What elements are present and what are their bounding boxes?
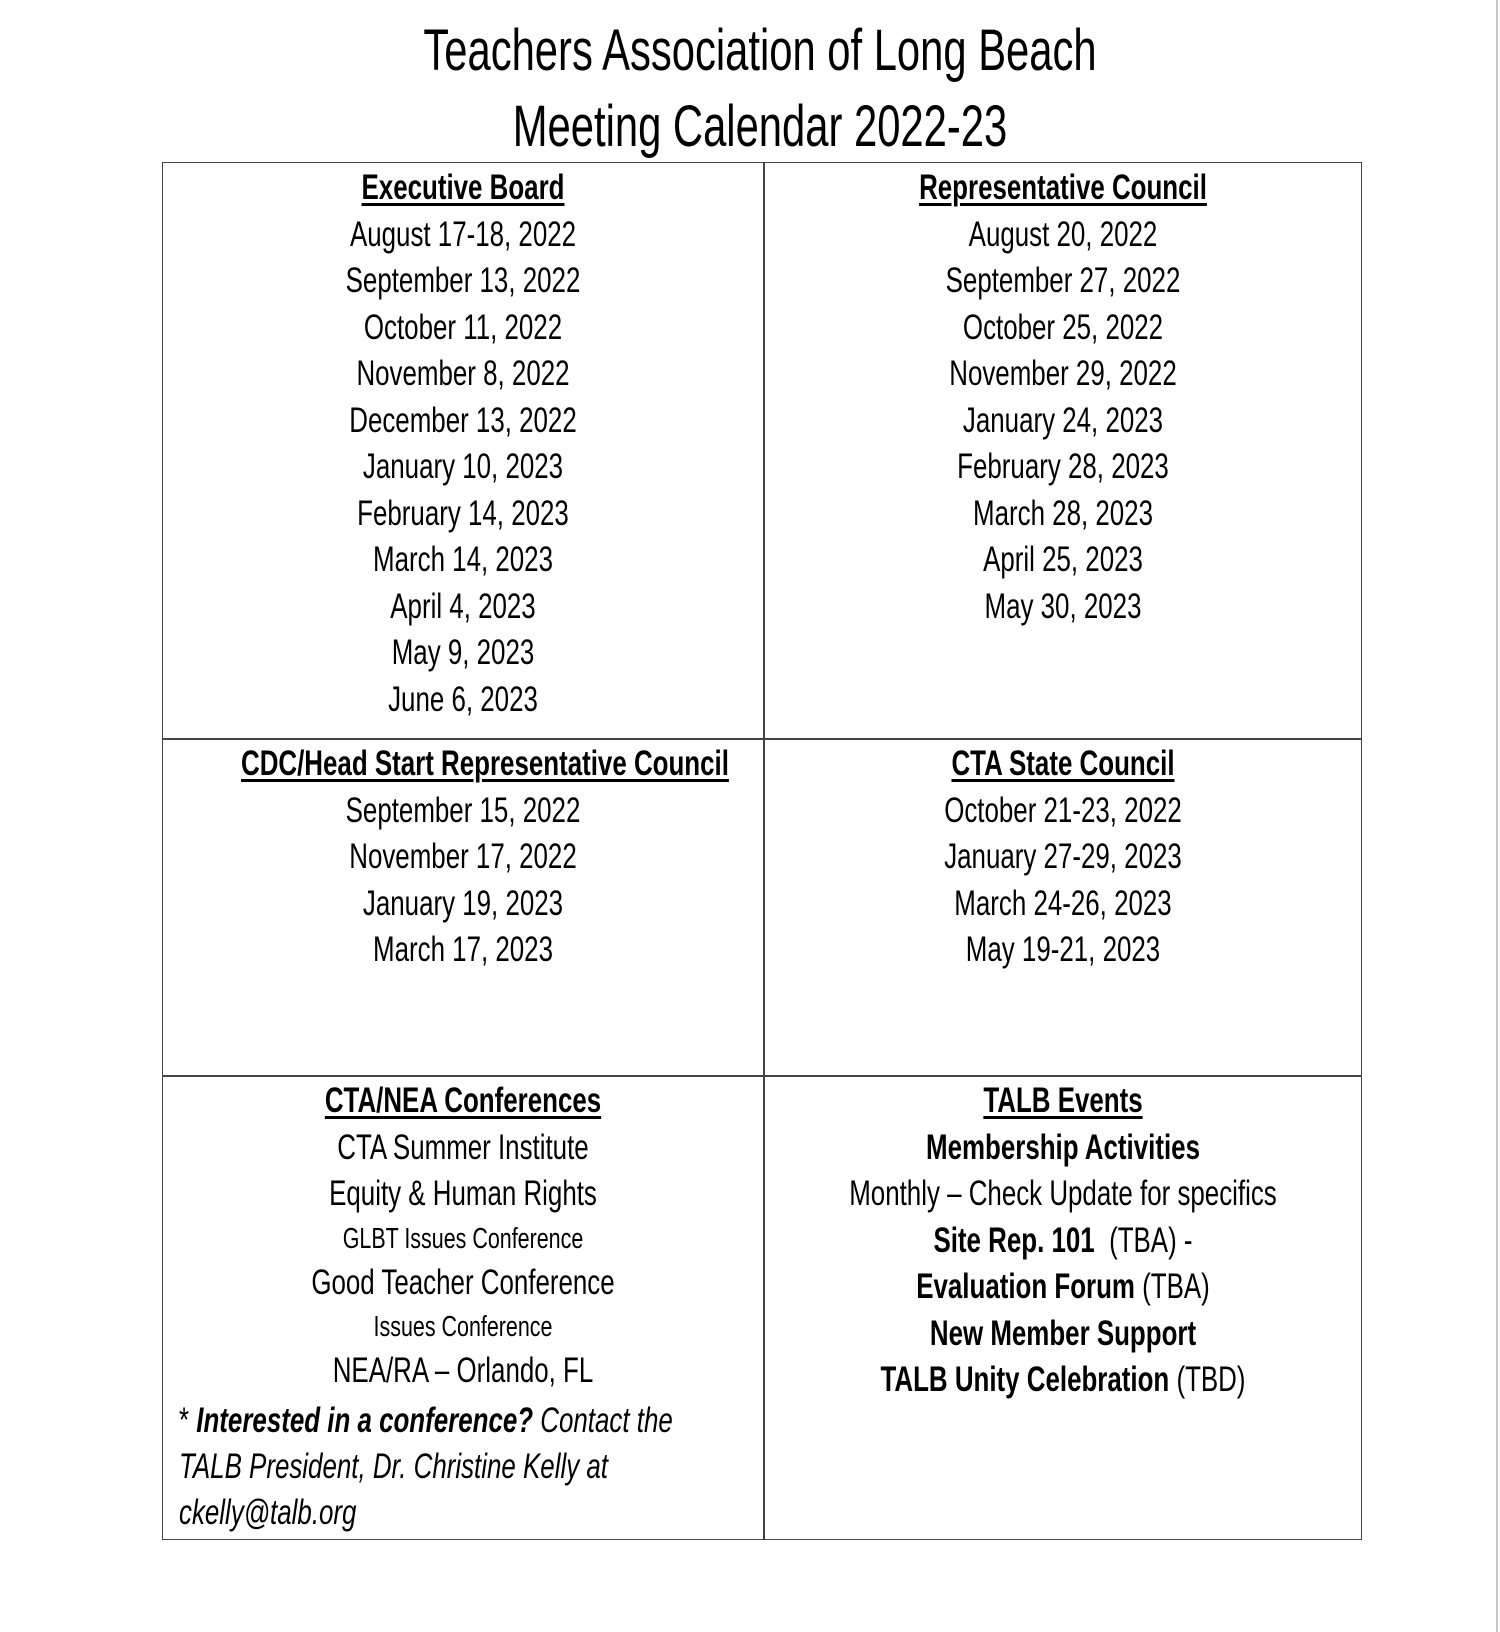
date-item: May 9, 2023 xyxy=(391,633,535,672)
date-item: November 29, 2022 xyxy=(949,354,1177,393)
cdc-head-start-section xyxy=(163,739,763,1075)
date-item: February 28, 2023 xyxy=(957,447,1169,486)
date-item: September 13, 2022 xyxy=(345,261,581,300)
site-rep-event xyxy=(841,1218,1285,1265)
conference-item: NEA/RA – Orlando, FL xyxy=(332,1351,594,1390)
representative-council-section xyxy=(763,163,1363,738)
calendar-grid xyxy=(162,162,1362,1540)
date-item: August 17-18, 2022 xyxy=(349,214,577,254)
page-title: Teachers Association of Long Beach xyxy=(423,18,1097,83)
section-heading: Executive Board xyxy=(361,168,565,207)
note-asterisk: * xyxy=(179,1401,190,1440)
date-item: June 6, 2023 xyxy=(388,679,538,719)
section-heading: TALB Events xyxy=(983,1081,1143,1120)
date-item: October 25, 2022 xyxy=(962,307,1164,347)
date-item: December 13, 2022 xyxy=(349,400,577,440)
event-status: (TBD) xyxy=(1176,1360,1246,1399)
conference-item: GLBT Issues Conference xyxy=(342,1222,584,1255)
date-item: January 24, 2023 xyxy=(962,400,1164,440)
conference-item: Equity & Human Rights xyxy=(329,1174,597,1213)
evaluation-forum-event xyxy=(841,1264,1285,1311)
date-item: August 20, 2022 xyxy=(968,214,1158,254)
new-member-support-event: New Member Support xyxy=(929,1313,1197,1353)
conference-item: CTA Summer Institute xyxy=(337,1127,589,1167)
page-subtitle: Meeting Calendar 2022-23 xyxy=(512,94,1008,159)
event-status: (TBA) xyxy=(1142,1267,1210,1306)
date-item: January 27-29, 2023 xyxy=(944,837,1182,876)
section-heading: CTA/NEA Conferences xyxy=(324,1081,602,1120)
date-item: May 19-21, 2023 xyxy=(965,930,1161,969)
date-item: April 4, 2023 xyxy=(390,586,536,626)
date-item: September 15, 2022 xyxy=(345,790,581,830)
event-name: Site Rep. 101 xyxy=(933,1220,1095,1260)
cta-state-council-section xyxy=(763,739,1363,1075)
executive-board-section xyxy=(163,163,763,738)
unity-celebration-event xyxy=(841,1357,1285,1404)
date-item: October 21-23, 2022 xyxy=(944,790,1182,830)
date-item: March 14, 2023 xyxy=(373,540,553,579)
date-item: March 28, 2023 xyxy=(973,493,1153,533)
monthly-note: Monthly – Check Update for specifics xyxy=(849,1174,1277,1213)
conference-item: Issues Conference xyxy=(373,1311,553,1343)
date-item: March 17, 2023 xyxy=(373,930,553,969)
cta-nea-conferences-section xyxy=(163,1076,763,1539)
note-question: Interested in a conference? xyxy=(196,1401,534,1440)
date-item: May 30, 2023 xyxy=(984,586,1142,626)
section-heading: CDC/Head Start Representative Council xyxy=(241,744,729,783)
section-heading: Representative Council xyxy=(919,168,1207,207)
note-contact-text: Contact the TALB President, Dr. Christine Kelly at ckelly@talb.org xyxy=(179,1401,673,1532)
event-name: TALB Unity Celebration xyxy=(880,1360,1170,1399)
date-item: April 25, 2023 xyxy=(983,540,1143,579)
membership-activities: Membership Activities xyxy=(926,1127,1200,1167)
date-item: September 27, 2022 xyxy=(945,261,1181,300)
event-name: Evaluation Forum xyxy=(916,1267,1135,1306)
date-item: January 10, 2023 xyxy=(362,447,564,486)
date-item: February 14, 2023 xyxy=(357,493,569,533)
page-edge-divider xyxy=(1496,0,1498,1632)
date-item: November 8, 2022 xyxy=(356,354,570,393)
section-heading: CTA State Council xyxy=(951,744,1175,783)
conference-item: Good Teacher Conference xyxy=(311,1262,615,1302)
date-item: November 17, 2022 xyxy=(349,837,577,876)
date-item: October 11, 2022 xyxy=(363,307,563,347)
conference-contact-note xyxy=(179,1398,727,1536)
talb-events-section xyxy=(763,1076,1363,1539)
event-status: (TBA) - xyxy=(1109,1220,1193,1260)
date-item: March 24-26, 2023 xyxy=(954,883,1172,923)
date-item: January 19, 2023 xyxy=(362,883,564,923)
